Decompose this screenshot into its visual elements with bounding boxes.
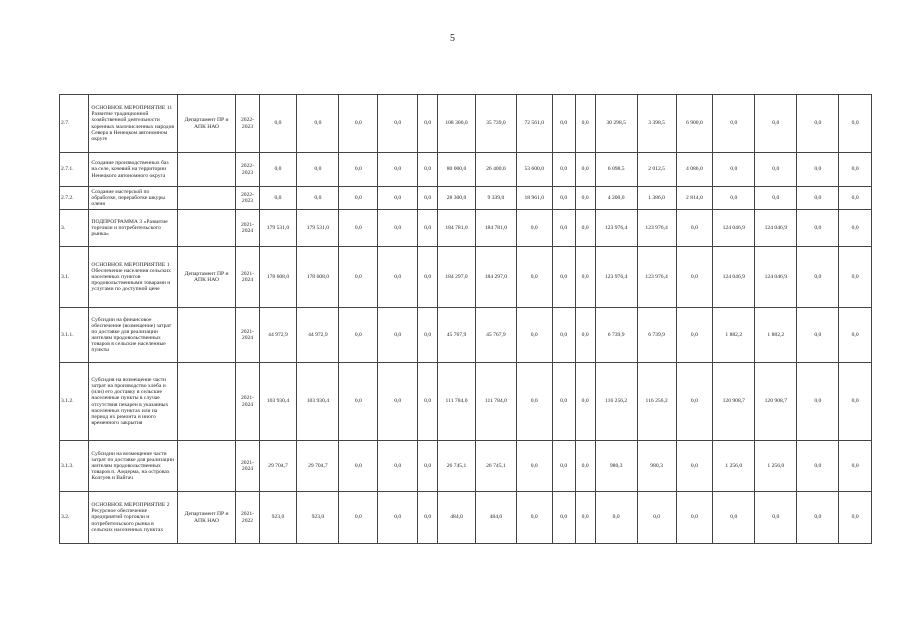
row-value-cell: 184 297,0 — [475, 247, 516, 308]
row-value-cell: 1 882,2 — [713, 308, 755, 363]
row-name-cell: ОСНОВНОЕ МЕРОПРИЯТИЕ 1 Обеспечение населения сельских населенных пунктов продовольственными товарами и услугами по доступной цене — [89, 247, 177, 308]
row-value-cell: 0,0 — [516, 363, 552, 441]
row-value-cell: 44 972,9 — [259, 308, 297, 363]
table-row — [60, 187, 872, 210]
row-value-cell: 45 767,9 — [438, 308, 476, 363]
row-value-cell: 0,0 — [516, 492, 552, 544]
row-value-cell: 0,0 — [259, 95, 297, 153]
row-value-cell: 0,0 — [713, 153, 755, 187]
row-value-cell: 0,0 — [259, 187, 297, 210]
row-value-cell: 0,0 — [575, 153, 595, 187]
row-value-cell: 29 704,7 — [259, 441, 297, 492]
row-value-cell: 1 882,2 — [755, 308, 797, 363]
row-value-cell: 0,0 — [339, 363, 378, 441]
row-value-cell: 0,0 — [418, 441, 438, 492]
row-value-cell: 108 300,0 — [438, 95, 476, 153]
row-value-cell: 0,0 — [676, 308, 713, 363]
row-code-cell: 2.7. — [60, 95, 89, 153]
row-value-cell: 0,0 — [713, 492, 755, 544]
table-row — [60, 210, 872, 247]
row-value-cell: 0,0 — [797, 187, 839, 210]
row-value-cell: 0,0 — [575, 308, 595, 363]
row-value-cell: 3 398,5 — [637, 95, 676, 153]
row-value-cell: 0,0 — [637, 492, 676, 544]
row-value-cell: 0,0 — [575, 492, 595, 544]
row-value-cell: 179 531,0 — [297, 210, 339, 247]
row-value-cell: 4 200,0 — [595, 187, 637, 210]
row-years-cell: 2022-2023 — [236, 153, 259, 187]
row-value-cell: 18 961,0 — [516, 187, 552, 210]
row-value-cell: 1 256,0 — [713, 441, 755, 492]
row-value-cell: 26 400,0 — [475, 153, 516, 187]
row-value-cell: 179 531,0 — [259, 210, 297, 247]
row-years-cell: 2022-2023 — [236, 187, 259, 210]
row-value-cell: 0,0 — [552, 95, 575, 153]
row-value-cell: 0,0 — [418, 187, 438, 210]
row-name-cell: Создание производственных баз на селе, кочевий на территории Ненецкого автономного округа — [89, 153, 177, 187]
row-value-cell: 0,0 — [797, 153, 839, 187]
row-value-cell: 0,0 — [339, 95, 378, 153]
row-value-cell: 184 781,0 — [475, 210, 516, 247]
row-value-cell: 0,0 — [575, 247, 595, 308]
row-code-cell: 3.1. — [60, 247, 89, 308]
row-value-cell: 0,0 — [378, 153, 418, 187]
row-executor-cell — [177, 210, 236, 247]
row-executor-cell: Департамент ПР и АПК НАО — [177, 492, 236, 544]
table-row — [60, 247, 872, 308]
row-code-cell: 3.1.2. — [60, 363, 89, 441]
row-value-cell: 0,0 — [676, 441, 713, 492]
row-value-cell: 0,0 — [797, 308, 839, 363]
row-value-cell: 0,0 — [839, 441, 872, 492]
row-value-cell: 0,0 — [575, 210, 595, 247]
row-value-cell: 9 339,0 — [475, 187, 516, 210]
table-row — [60, 308, 872, 363]
row-value-cell: 0,0 — [516, 441, 552, 492]
row-value-cell: 72 561,0 — [516, 95, 552, 153]
row-years-cell: 2021-2024 — [236, 210, 259, 247]
row-code-cell: 3.1.3. — [60, 441, 89, 492]
row-value-cell: 35 739,0 — [475, 95, 516, 153]
row-value-cell: 980,3 — [637, 441, 676, 492]
row-value-cell: 124 046,9 — [713, 247, 755, 308]
row-years-cell: 2021-2022 — [236, 492, 259, 544]
row-value-cell: 120 908,7 — [713, 363, 755, 441]
row-value-cell: 30 298,5 — [595, 95, 637, 153]
row-value-cell: 0,0 — [839, 210, 872, 247]
row-value-cell: 0,0 — [676, 210, 713, 247]
row-value-cell: 0,0 — [297, 95, 339, 153]
row-value-cell: 124 046,9 — [755, 247, 797, 308]
row-name-cell: ПОДПРОГРАММА 3 «Развитие торговли и потребительского рынка» — [89, 210, 177, 247]
row-name-cell: Создание мастерской по обработке, переработке шкуры оленя — [89, 187, 177, 210]
row-value-cell: 0,0 — [516, 247, 552, 308]
row-value-cell: 923,0 — [259, 492, 297, 544]
row-value-cell: 0,0 — [755, 492, 797, 544]
row-value-cell: 0,0 — [552, 492, 575, 544]
row-value-cell: 0,0 — [839, 153, 872, 187]
row-value-cell: 0,0 — [378, 187, 418, 210]
row-executor-cell — [177, 308, 236, 363]
row-executor-cell — [177, 363, 236, 441]
row-value-cell: 0,0 — [595, 492, 637, 544]
row-value-cell: 0,0 — [259, 153, 297, 187]
row-value-cell: 103 930,4 — [297, 363, 339, 441]
row-value-cell: 123 976,4 — [637, 210, 676, 247]
row-value-cell: 6 900,0 — [676, 95, 713, 153]
row-value-cell: 0,0 — [839, 187, 872, 210]
row-value-cell: 0,0 — [575, 95, 595, 153]
row-value-cell: 1 256,0 — [755, 441, 797, 492]
row-value-cell: 0,0 — [713, 187, 755, 210]
row-value-cell: 484,0 — [475, 492, 516, 544]
row-name-cell: ОСНОВНОЕ МЕРОПРИЯТИЕ 2 Ресурсное обеспечение предприятий торговли и потребительского рынка в сельских населенных пунктах — [89, 492, 177, 544]
row-value-cell: 0,0 — [378, 441, 418, 492]
row-value-cell: 0,0 — [797, 441, 839, 492]
row-value-cell: 120 908,7 — [755, 363, 797, 441]
row-value-cell: 178 608,0 — [297, 247, 339, 308]
row-years-cell: 2021-2024 — [236, 363, 259, 441]
row-value-cell: 0,0 — [552, 441, 575, 492]
row-value-cell: 0,0 — [797, 210, 839, 247]
row-value-cell: 0,0 — [339, 187, 378, 210]
row-value-cell: 178 608,0 — [259, 247, 297, 308]
row-value-cell: 111 784,0 — [475, 363, 516, 441]
row-value-cell: 0,0 — [755, 95, 797, 153]
row-value-cell: 116 256,2 — [595, 363, 637, 441]
row-value-cell: 0,0 — [797, 247, 839, 308]
row-years-cell: 2021-2024 — [236, 441, 259, 492]
row-value-cell: 124 046,9 — [713, 210, 755, 247]
table-row — [60, 153, 872, 187]
row-value-cell: 0,0 — [552, 363, 575, 441]
row-value-cell: 0,0 — [676, 363, 713, 441]
row-name-cell: ОСНОВНОЕ МЕРОПРИЯТИЕ 11 Развитие традиционной хозяйственной деятельности коренных малочисленных народов Севера в Ненецком автономном округе — [89, 95, 177, 153]
row-name-cell: Субсидии на возмещение части затрат по доставке для реализации жителям продовольственных товаров п. Амдерма, на островах Колгуев и Вайгач — [89, 441, 177, 492]
row-value-cell: 0,0 — [516, 308, 552, 363]
table-row — [60, 492, 872, 544]
row-value-cell: 0,0 — [378, 95, 418, 153]
row-executor-cell: Департамент ПР и АПК НАО — [177, 95, 236, 153]
row-value-cell: 0,0 — [418, 363, 438, 441]
row-code-cell: 2.7.2. — [60, 187, 89, 210]
row-code-cell: 2.7.1. — [60, 153, 89, 187]
row-value-cell: 0,0 — [552, 187, 575, 210]
row-value-cell: 0,0 — [418, 492, 438, 544]
row-value-cell: 53 600,0 — [516, 153, 552, 187]
row-value-cell: 29 704,7 — [297, 441, 339, 492]
row-executor-cell: Департамент ПР и АПК НАО — [177, 247, 236, 308]
row-value-cell: 0,0 — [339, 308, 378, 363]
row-years-cell: 2021-2024 — [236, 247, 259, 308]
row-value-cell: 44 972,9 — [297, 308, 339, 363]
row-value-cell: 6 739,9 — [637, 308, 676, 363]
row-value-cell: 0,0 — [676, 247, 713, 308]
row-value-cell: 0,0 — [755, 187, 797, 210]
row-value-cell: 0,0 — [297, 153, 339, 187]
row-value-cell: 0,0 — [339, 492, 378, 544]
row-code-cell: 3.1.1. — [60, 308, 89, 363]
program-funding-table — [59, 94, 872, 544]
row-value-cell: 0,0 — [839, 492, 872, 544]
row-value-cell: 0,0 — [297, 187, 339, 210]
row-value-cell: 26 745,1 — [438, 441, 476, 492]
row-value-cell: 123 976,4 — [637, 247, 676, 308]
row-executor-cell — [177, 153, 236, 187]
row-value-cell: 6 098,5 — [595, 153, 637, 187]
row-value-cell: 980,3 — [595, 441, 637, 492]
row-value-cell: 0,0 — [676, 492, 713, 544]
row-value-cell: 0,0 — [797, 95, 839, 153]
row-code-cell: 3. — [60, 210, 89, 247]
row-value-cell: 0,0 — [575, 187, 595, 210]
row-value-cell: 0,0 — [339, 153, 378, 187]
row-value-cell: 0,0 — [552, 308, 575, 363]
row-value-cell: 0,0 — [418, 210, 438, 247]
row-value-cell: 80 000,0 — [438, 153, 476, 187]
row-value-cell: 0,0 — [839, 247, 872, 308]
row-value-cell: 111 784,0 — [438, 363, 476, 441]
row-executor-cell — [177, 441, 236, 492]
row-name-cell: Субсидии на финансовое обеспечение (возмещение) затрат по доставке для реализации жителям продовольственных товаров в сельские населенные пункты — [89, 308, 177, 363]
row-value-cell: 0,0 — [378, 363, 418, 441]
row-value-cell: 0,0 — [713, 95, 755, 153]
row-years-cell: 2022-2023 — [236, 95, 259, 153]
row-value-cell: 0,0 — [575, 363, 595, 441]
row-value-cell: 484,0 — [438, 492, 476, 544]
row-value-cell: 103 930,4 — [259, 363, 297, 441]
row-value-cell: 923,0 — [297, 492, 339, 544]
row-value-cell: 124 046,9 — [755, 210, 797, 247]
table-row — [60, 363, 872, 441]
page-number: 5 — [450, 33, 455, 44]
row-value-cell: 0,0 — [418, 153, 438, 187]
row-value-cell: 0,0 — [839, 363, 872, 441]
row-value-cell: 2 012,5 — [637, 153, 676, 187]
row-value-cell: 1 386,0 — [637, 187, 676, 210]
row-value-cell: 184 297,0 — [438, 247, 476, 308]
row-value-cell: 0,0 — [552, 210, 575, 247]
row-value-cell: 123 976,4 — [595, 247, 637, 308]
row-executor-cell — [177, 187, 236, 210]
row-value-cell: 0,0 — [339, 210, 378, 247]
row-value-cell: 116 256,2 — [637, 363, 676, 441]
row-name-cell: Субсидия на возмещение части затрат на производство хлеба и (или) его доставку в сельские населенные пункты в случае отсутствия пекарен в указанных населенных пунктах или на период их ремонта и иного временного закрытия — [89, 363, 177, 441]
row-value-cell: 0,0 — [516, 210, 552, 247]
row-value-cell: 0,0 — [839, 95, 872, 153]
row-value-cell: 0,0 — [378, 247, 418, 308]
row-value-cell: 28 300,0 — [438, 187, 476, 210]
row-code-cell: 3.2. — [60, 492, 89, 544]
row-value-cell: 0,0 — [552, 247, 575, 308]
row-value-cell: 0,0 — [378, 492, 418, 544]
row-value-cell: 0,0 — [418, 308, 438, 363]
row-value-cell: 0,0 — [552, 153, 575, 187]
table-row — [60, 95, 872, 153]
row-value-cell: 184 781,0 — [438, 210, 476, 247]
row-years-cell: 2021-2024 — [236, 308, 259, 363]
row-value-cell: 6 739,9 — [595, 308, 637, 363]
table-row — [60, 441, 872, 492]
row-value-cell: 0,0 — [339, 441, 378, 492]
row-value-cell: 0,0 — [755, 153, 797, 187]
row-value-cell: 26 745,1 — [475, 441, 516, 492]
row-value-cell: 123 976,4 — [595, 210, 637, 247]
row-value-cell: 2 814,0 — [676, 187, 713, 210]
row-value-cell: 0,0 — [575, 441, 595, 492]
row-value-cell: 0,0 — [378, 308, 418, 363]
row-value-cell: 45 767,9 — [475, 308, 516, 363]
row-value-cell: 0,0 — [839, 308, 872, 363]
row-value-cell: 0,0 — [339, 247, 378, 308]
row-value-cell: 4 086,0 — [676, 153, 713, 187]
row-value-cell: 0,0 — [378, 210, 418, 247]
row-value-cell: 0,0 — [418, 95, 438, 153]
row-value-cell: 0,0 — [797, 492, 839, 544]
row-value-cell: 0,0 — [418, 247, 438, 308]
row-value-cell: 0,0 — [797, 363, 839, 441]
